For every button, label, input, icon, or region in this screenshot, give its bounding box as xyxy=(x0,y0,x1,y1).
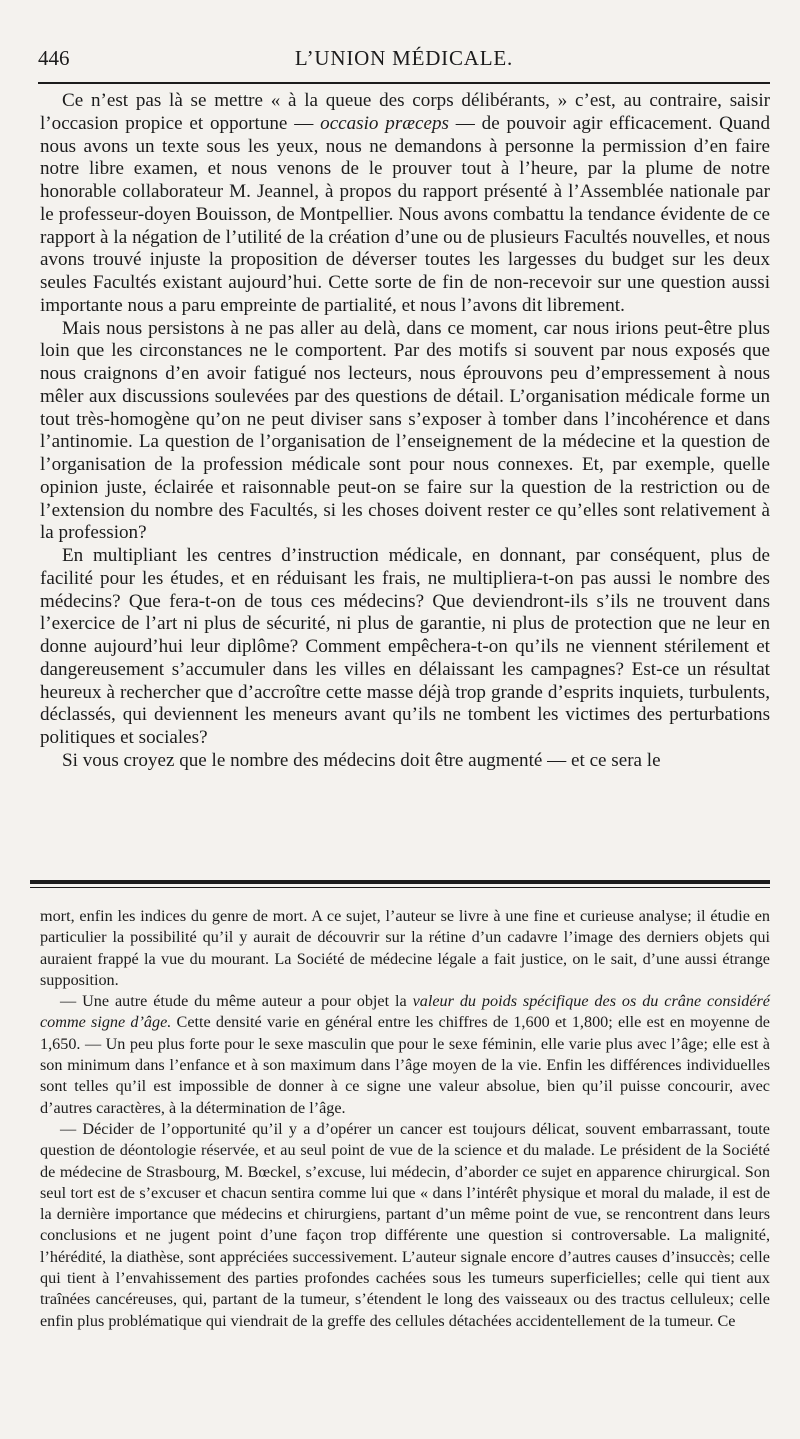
page-number: 446 xyxy=(38,46,70,70)
article-paragraph: En multipliant les centres d’instruction médicale, en donnant, par conséquent, plus de facilité pour les études, et en réduisant les frais, ne multipliera-t-on pas aussi le nombre des médecins? Que fera-t-on de tous ces médecins? Que deviendront-ils s’ils ne trouvent dans l’exercice de l’art ni plus de sécurité, ni plus de garantie, ni plus de protection que ne leur en donne aujourd’hui leur diplôme? Comment empêchera-t-on qu’ils ne viennent stérilement et dangereusement s’accumuler dans les villes en délaissant les campagnes? Est-ce un résultat heureux à rechercher que d’accroître cette masse déjà trop grande d’esprits inquiets, turbulents, déclassés, qui deviennent les meneurs avant qu’ils ne tombent les victimes des perturbations politiques et sociales? xyxy=(40,545,770,748)
header-rule xyxy=(38,82,770,84)
feuilleton-paragraph: mort, enfin les indices du genre de mort. A ce sujet, l’auteur se livre à une fine et curieuse analyse; il étudie en particulier la possibilité qu’il y aurait de découvrir sur la rétine d’un cadavre l’image des derniers objets qui auraient frappé la vue du mourant. La Société de médecine légale a fait justice, on le sait, d’une aussi étrange supposition. xyxy=(40,907,770,989)
feuilleton-separator-thick xyxy=(30,880,770,884)
feuilleton-paragraph: — Une autre étude du même auteur a pour objet la valeur du poids spécifique des os du crâne considéré comme signe d’âge. Cette densité varie en général entre les chiffres de 1,600 et 1,800; elle est en moyenne de 1,650. — Un peu plus forte pour le sexe masculin que pour le sexe féminin, elle varie plus avec l’âge; elle est à son minimum dans l’enfance et à son maximum dans l’âge moyen de la vie. Enfin les différences individuelles sont telles qu’il est impossible de donner à ce signe une valeur absolue, bien qu’il puisse concourir, avec d’autres caractères, à la détermination de l’âge. xyxy=(40,992,770,1117)
running-title: L’UNION MÉDICALE. xyxy=(294,46,514,70)
main-article xyxy=(40,90,770,773)
feuilleton-paragraph: — Décider de l’opportunité qu’il y a d’opérer un cancer est toujours délicat, souvent embarrassant, toute question de déontologie réservée, et au seul point de vue de la science et du malade. Le président de la Société de médecine de Strasbourg, M. Bœckel, s’excuse, lui médecin, d’aborder ce sujet en apparence chirurgical. Son seul tort est de s’excuser et chacun sentira comme lui que « dans l’intérêt physique et moral du malade, il est de la dernière importance que médecins et chirurgiens, partant d’un même point de vue, se rencontrent dans leurs conclusions et ne jugent point d’une façon trop différente une question si controversable. La malignité, l’hérédité, la diathèse, sont appréciées successivement. L’auteur signale encore d’autres causes d’insuccès; celle qui tient à l’envahissement des parties profondes cachées sous les tumeurs superficielles; celle qui tient aux traînées cancéreuses, qui, partant de la tumeur, s’étendent le long des vaisseaux ou des tractus celluleux; celle enfin plus problématique qui viendrait de la greffe des cellules détachées accidentellement de la tumeur. Ce xyxy=(40,1119,770,1330)
article-paragraph: Si vous croyez que le nombre des médecins doit être augmenté — et ce sera le xyxy=(62,749,661,771)
article-paragraph: Mais nous persistons à ne pas aller au delà, dans ce moment, car nous irions peut-être plus loin que les circonstances ne le comportent. Par des motifs si souvent par nous exposés que nous craignons d’en avoir fatigué nos lecteurs, nous éprouvons peu d’empressement à nous mêler aux discussions soulevées par des questions de détail. L’organisation médicale forme un tout très-homogène qu’on ne peut diviser sans s’exposer à tomber dans l’incohérence et dans l’antinomie. La question de l’organisation de l’enseignement de la médecine et la question de l’organisation de la profession médicale sont pour nous connexes. Et, par exemple, quelle opinion juste, éclairée et raisonnable peut-on se faire sur la question de la restriction ou de l’extension du nombre des Facultés, si les choses doivent rester ce qu’elles sont relativement à la profession? xyxy=(40,317,770,544)
feuilleton-separator-thin xyxy=(30,887,770,888)
page-header xyxy=(38,42,770,76)
feuilleton-section xyxy=(40,906,770,1332)
article-paragraph: Ce n’est pas là se mettre « à la queue des corps délibérants, » c’est, au contraire, saisir l’occasion propice et opportune — occasio præceps — de pouvoir agir efficacement. Quand nous avons un texte sous les yeux, nous ne demandons à personne la permission d’en faire notre libre examen, et nous venons de le prouver tout à l’heure, par la plume de notre honorable collaborateur M. Jeannel, à propos du rapport présenté à l’Assemblée nationale par le professeur-doyen Bouisson, de Montpellier. Nous avons combattu la tendance évidente de ce rapport à la négation de l’utilité de la création d’une ou de plusieurs Facultés nouvelles, et nous avons trouvé injuste la proposition de déverser toutes les largesses du budget sur les deux seules Facultés existant aujourd’hui. Cette sorte de fin de non-recevoir sur une question aussi importante nous a paru empreinte de partialité, et nous l’avons dit librement. xyxy=(40,90,770,316)
